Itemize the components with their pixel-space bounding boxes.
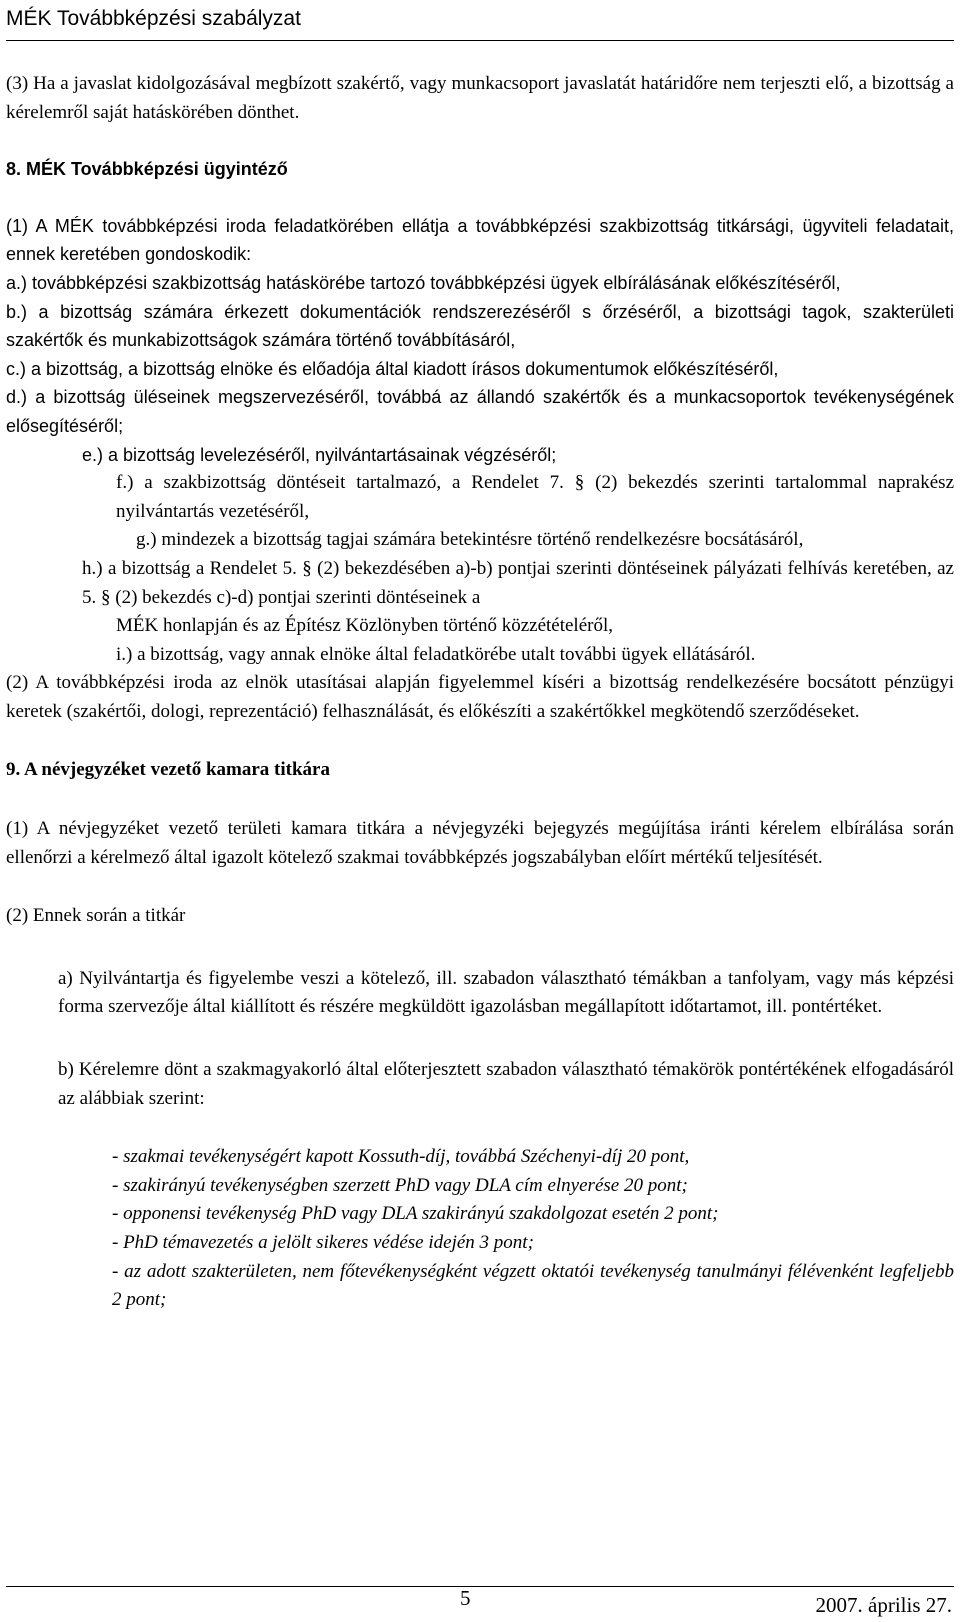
document-body	[6, 70, 954, 1315]
header-title: MÉK Továbbképzési szabályzat	[6, 7, 301, 30]
section8-item-i: i.) a bizottság, vagy annak elnöke által feladatkörébe utalt további ügyek ellátásáról.	[116, 643, 756, 665]
section8-item-f: f.) a szakbizottság döntéseit tartalmazó, a Rendelet 7. § (2) bekezdés szerinti tartalommal naprakész nyilvántartás vezetéséről,	[116, 472, 954, 522]
section8-item-a: a.) továbbképzési szakbizottság hatáskörébe tartozó továbbképzési ügyek elbírálásának előkészítéséről,	[6, 272, 841, 293]
section8-item-c: c.) a bizottság, a bizottság elnöke és előadója által kiadott írásos dokumentumok előkészítéséről,	[6, 358, 779, 379]
footer-rule	[6, 1586, 954, 1587]
section8-item-b: b.) a bizottság számára érkezett dokumentációk rendszerezéséről s őrzéséről, a bizottsági tagok, szakterületi szakértők és munkabizottságok számára történő továbbításáról,	[6, 301, 954, 351]
list-item: - szakirányú tevékenységben szerzett PhD vagy DLA cím elnyerése 20 pont;	[112, 1174, 688, 1196]
section8-item-d: d.) a bizottság üléseinek megszervezéséről, továbbá az állandó szakértők és a munkacsoportok tevékenységének elősegítéséről;	[6, 387, 954, 436]
page-number: 5	[460, 1586, 471, 1610]
list-item: - PhD témavezetés a jelölt sikeres védése idején 3 pont;	[112, 1232, 534, 1253]
list-item: - az adott szakterületen, nem főtevékenységként végzett oktatói tevékenység tanulmányi félévenként legfeljebb 2 pont;	[112, 1260, 954, 1311]
section8-item-h: h.) a bizottság a Rendelet 5. § (2) bekezdésében a)-b) pontjai szerinti döntéseinek pályázati felhívás keretében, az 5. § (2) bekezdés c)-d) pontjai szerinti döntéseinek a	[82, 557, 954, 608]
section8-item-h2: MÉK honlapján és az Építész Közlönyben történő közzétételéről,	[116, 615, 613, 637]
section8-p2: (2) A továbbképzési iroda az elnök utasításai alapján figyelemmel kíséri a bizottság rendelkezésére bocsátott pénzügyi keretek (szakértői, dologi, reprezentáció) felhasználását, és előkészíti a szakértőkkel megkötendő szerződéseket.	[6, 672, 954, 722]
section9-heading: 9. A névjegyzéket vezető kamara titkára	[6, 759, 330, 781]
section8-heading: 8. MÉK Továbbképzési ügyintéző	[6, 159, 288, 180]
section8-p3: (3) Ha a javaslat kidolgozásával megbízott szakértő, vagy munkacsoport javaslatát határidőre nem terjeszti elő, a bizottság a kérelemről saját hatáskörében dönthet.	[6, 73, 954, 123]
section8-item-g: g.) mindezek a bizottság tagjai számára betekintésre történő rendelkezésre bocsátásáról,	[136, 529, 804, 551]
section9-p1: (1) A névjegyzéket vezető területi kamara titkára a névjegyzéki bejegyzés megújítása iránti kérelem elbírálása során ellenőrzi a kérelmező által igazolt kötelező szakmai továbbképzés jogszabályban előírt mértékű teljesítését.	[6, 818, 954, 868]
section8-intro: (1) A MÉK továbbképzési iroda feladatkörében ellátja a továbbképzési szakbizottság titkársági, ügyviteli feladatait, ennek keretében gondoskodik:	[6, 215, 954, 265]
section9-pa: a) Nyilvántartja és figyelembe veszi a kötelező, ill. szabadon választható témákban a tanfolyam, vagy más képzési forma szervezője által kiállított és részére megküldött igazolásban megállapított időtartamot, ill. pontértéket.	[58, 967, 954, 1018]
page-header	[6, 4, 954, 38]
section9-p2: (2) Ennek során a titkár	[6, 905, 186, 927]
header-rule	[6, 40, 954, 41]
footer-date: 2007. április 27.	[815, 1593, 952, 1617]
list-item: - opponensi tevékenység PhD vagy DLA szakirányú szakdolgozat esetén 2 pont;	[112, 1203, 719, 1225]
section9-pb: b) Kérelemre dönt a szakmagyakorló által előterjesztett szabadon választható témakörök pontértékének elfogadásáról az alábbiak szerint:	[58, 1059, 954, 1109]
list-item: - szakmai tevékenységért kapott Kossuth-díj, továbbá Széchenyi-díj 20 pont,	[112, 1146, 690, 1168]
section8-item-e: e.) a bizottság levelezéséről, nyilvántartásainak végzéséről;	[82, 444, 557, 465]
